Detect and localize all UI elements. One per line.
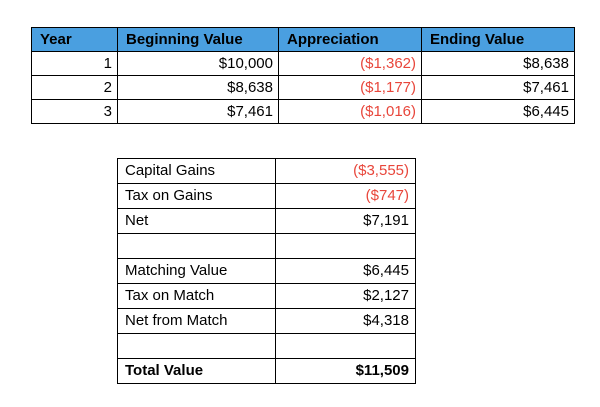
header-appreciation: Appreciation bbox=[279, 28, 422, 52]
summary-row-tax-on-match bbox=[118, 284, 416, 309]
summary-row-net bbox=[118, 209, 416, 234]
summary-row-capital-gains bbox=[118, 159, 416, 184]
summary-value: $2,127 bbox=[276, 284, 416, 309]
summary-value: $11,509 bbox=[276, 359, 416, 384]
summary-value bbox=[276, 234, 416, 259]
appreciation-cell: ($1,177) bbox=[279, 76, 422, 100]
year-cell: 1 bbox=[32, 52, 118, 76]
summary-row-blank bbox=[118, 234, 416, 259]
summary-label: Net from Match bbox=[118, 309, 276, 334]
summary-value bbox=[276, 334, 416, 359]
summary-label bbox=[118, 234, 276, 259]
summary-value: $6,445 bbox=[276, 259, 416, 284]
summary-label: Net bbox=[118, 209, 276, 234]
header-year: Year bbox=[32, 28, 118, 52]
table-row bbox=[32, 76, 575, 100]
summary-row-total-value bbox=[118, 359, 416, 384]
appreciation-table bbox=[31, 27, 575, 124]
summary-label bbox=[118, 334, 276, 359]
ending-value-cell: $7,461 bbox=[422, 76, 575, 100]
summary-label: Tax on Gains bbox=[118, 184, 276, 209]
summary-value: ($3,555) bbox=[276, 159, 416, 184]
ending-value-cell: $8,638 bbox=[422, 52, 575, 76]
header-beginning-value: Beginning Value bbox=[118, 28, 279, 52]
summary-row-tax-on-gains bbox=[118, 184, 416, 209]
appreciation-cell: ($1,016) bbox=[279, 100, 422, 124]
summary-value: $7,191 bbox=[276, 209, 416, 234]
summary-label: Capital Gains bbox=[118, 159, 276, 184]
summary-label: Matching Value bbox=[118, 259, 276, 284]
summary-value: ($747) bbox=[276, 184, 416, 209]
summary-value: $4,318 bbox=[276, 309, 416, 334]
beginning-value-cell: $8,638 bbox=[118, 76, 279, 100]
summary-row-matching-value bbox=[118, 259, 416, 284]
year-cell: 2 bbox=[32, 76, 118, 100]
summary-table bbox=[117, 158, 416, 384]
summary-row-net-from-match bbox=[118, 309, 416, 334]
summary-row-blank bbox=[118, 334, 416, 359]
table-row bbox=[32, 100, 575, 124]
ending-value-cell: $6,445 bbox=[422, 100, 575, 124]
table-row bbox=[32, 52, 575, 76]
table-header-row bbox=[32, 28, 575, 52]
header-ending-value: Ending Value bbox=[422, 28, 575, 52]
year-cell: 3 bbox=[32, 100, 118, 124]
summary-label: Total Value bbox=[118, 359, 276, 384]
beginning-value-cell: $10,000 bbox=[118, 52, 279, 76]
beginning-value-cell: $7,461 bbox=[118, 100, 279, 124]
summary-label: Tax on Match bbox=[118, 284, 276, 309]
appreciation-cell: ($1,362) bbox=[279, 52, 422, 76]
